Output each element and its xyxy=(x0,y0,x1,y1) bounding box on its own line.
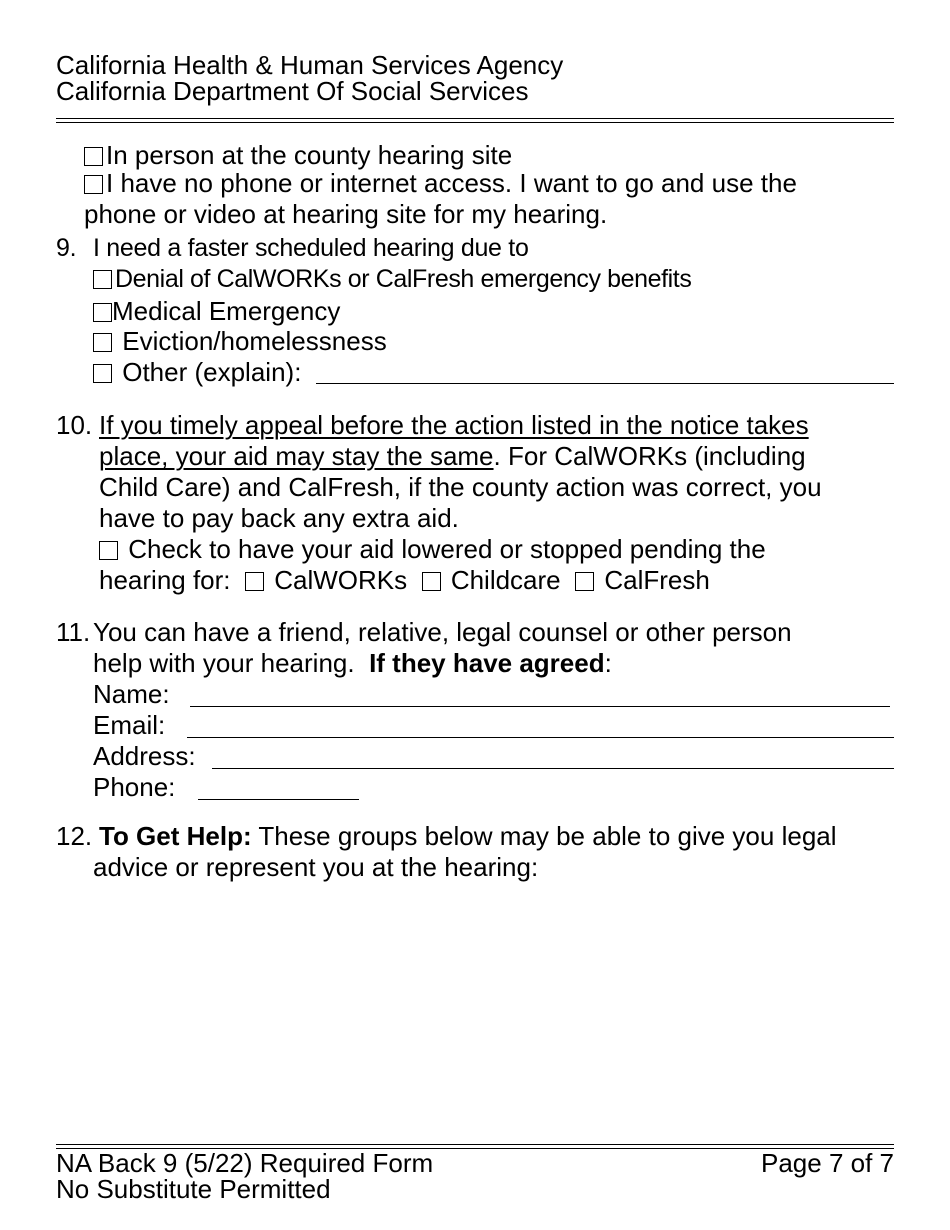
item9-number: 9. xyxy=(56,234,77,262)
footer-form-id: NA Back 9 (5/22) Required Form xyxy=(56,1148,434,1178)
calfresh-checkbox[interactable] xyxy=(575,572,594,591)
eviction-checkbox[interactable] xyxy=(93,333,112,352)
header-agency: California Health & Human Services Agency xyxy=(56,50,564,80)
email-field[interactable] xyxy=(187,737,894,738)
email-label: Email: xyxy=(93,710,166,740)
phone-field[interactable] xyxy=(198,799,359,800)
option-medical: Medical Emergency xyxy=(93,296,340,327)
item10-line3: Child Care) and CalFresh, if the county action was correct, you xyxy=(99,472,822,502)
footer-page-number: Page 7 of 7 xyxy=(761,1148,894,1178)
in-person-checkbox[interactable] xyxy=(84,147,103,166)
phone-label: Phone: xyxy=(93,772,176,802)
item11-line2: help with your hearing. If they have agreed: xyxy=(93,648,612,678)
option-no-access: I have no phone or internet access. I want to go and use the xyxy=(84,168,797,199)
childcare-checkbox[interactable] xyxy=(422,572,441,591)
item10-line4: have to pay back any extra aid. xyxy=(99,503,459,533)
other-checkbox[interactable] xyxy=(93,364,112,383)
name-label: Name: xyxy=(93,679,170,709)
item12-line1: To Get Help: These groups below may be able to give you legal xyxy=(99,821,837,851)
footer-divider xyxy=(56,1144,894,1145)
item11-line1: You can have a friend, relative, legal counsel or other person xyxy=(93,617,792,647)
denial-checkbox[interactable] xyxy=(93,270,112,289)
item10-hearing-for: hearing for: CalWORKs Childcare CalFresh xyxy=(99,565,710,595)
item10-number: 10. xyxy=(56,410,93,440)
name-field[interactable] xyxy=(190,706,890,707)
footer-no-substitute: No Substitute Permitted xyxy=(56,1174,331,1204)
no-access-checkbox[interactable] xyxy=(84,175,103,194)
option-no-access-line2: phone or video at hearing site for my hearing. xyxy=(84,199,608,229)
header-department: California Department Of Social Services xyxy=(56,76,529,106)
header-divider xyxy=(56,122,894,123)
header-divider xyxy=(56,118,894,119)
option-other: Other (explain): xyxy=(93,357,301,388)
option-denial: Denial of CalWORKs or CalFresh emergency benefits xyxy=(93,266,691,293)
address-field[interactable] xyxy=(212,768,894,769)
item11-number: 11. xyxy=(56,617,91,647)
item10-line2: place, your aid may stay the same. For CalWORKs (including xyxy=(99,441,806,471)
lower-aid-checkbox[interactable] xyxy=(99,541,118,560)
item12-line2: advice or represent you at the hearing: xyxy=(93,852,539,882)
address-label: Address: xyxy=(93,741,196,771)
item9-text: I need a faster scheduled hearing due to xyxy=(93,234,529,262)
item10-check-line: Check to have your aid lowered or stopped pending the xyxy=(99,534,766,565)
medical-checkbox[interactable] xyxy=(93,303,112,322)
other-explain-field[interactable] xyxy=(316,383,894,384)
item10-line1: If you timely appeal before the action listed in the notice takes xyxy=(99,410,809,440)
option-eviction: Eviction/homelessness xyxy=(93,326,387,357)
calworks-checkbox[interactable] xyxy=(245,572,264,591)
option-in-person: In person at the county hearing site xyxy=(84,140,512,171)
item12-number: 12. xyxy=(56,821,93,851)
